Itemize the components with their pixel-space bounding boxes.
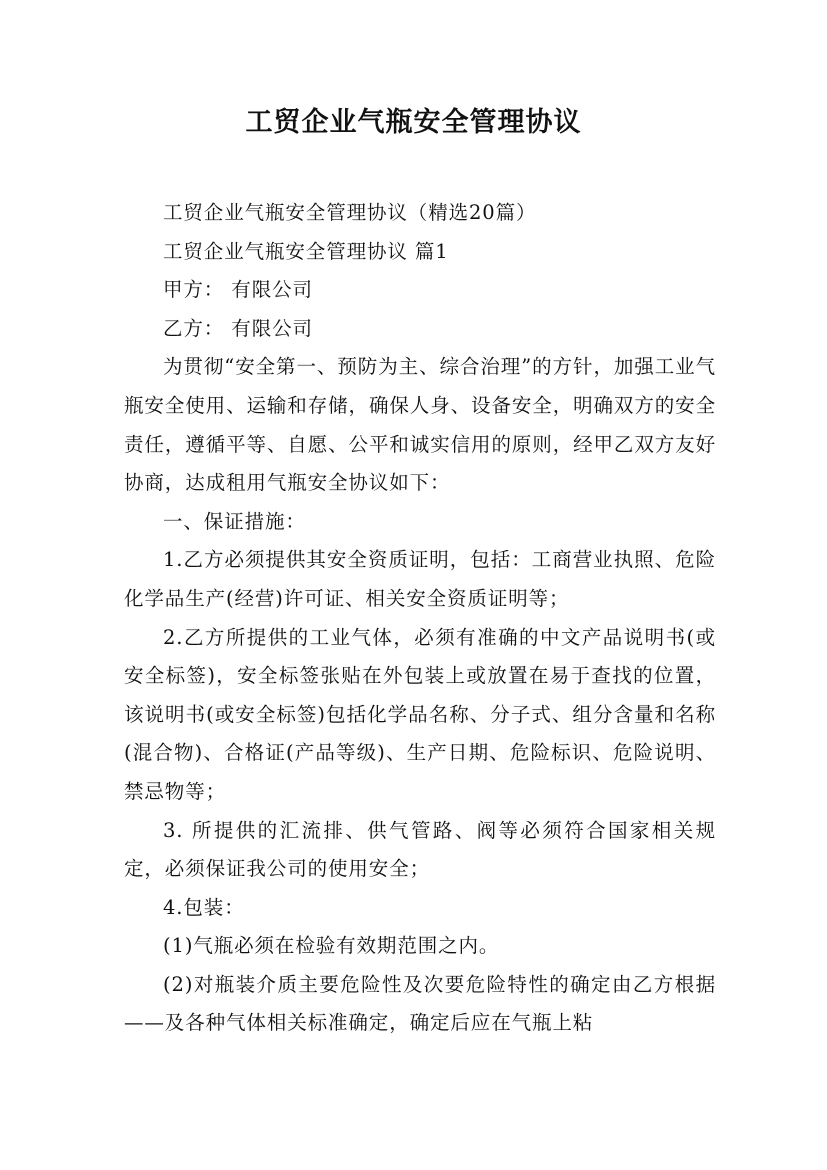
paragraph-item-2: 2.乙方所提供的工业气体，必须有准确的中文产品说明书(或安全标签)，安全标签张贴在外包装上或放置在易于查找的位置，该说明书(或安全标签)包括化学品名称、分子式、组分含量和名称(混合物)、合格证(产品等级)、生产日期、危险标识、危险说明、禁忌物等； (124, 625, 716, 803)
paragraph-section-heading: 工贸企业气瓶安全管理协议 篇1 (163, 239, 449, 263)
paragraph-party-a: 甲方： 有限公司 (163, 278, 313, 302)
paragraph-subtitle: 工贸企业气瓶安全管理协议（精选20篇） (163, 201, 537, 224)
document-title: 工贸企业气瓶安全管理协议 (245, 107, 582, 138)
document-body (124, 194, 716, 1043)
paragraph-item-3: 3. 所提供的汇流排、供气管路、阀等必须符合国家相关规定，必须保证我公司的使用安全； (124, 818, 716, 881)
paragraph-item-4-1: (1)气瓶必须在检验有效期范围之内。 (163, 934, 500, 958)
paragraph-party-b: 乙方： 有限公司 (163, 316, 313, 340)
paragraph-item-4-2: (2)对瓶装介质主要危险性及次要危险特性的确定由乙方根据——及各种气体相关标准确定，确定后应在气瓶上粘 (124, 972, 716, 1035)
paragraph-item-4: 4.包装： (163, 895, 245, 919)
paragraph-item-1: 1.乙方必须提供其安全资质证明，包括：工商营业执照、危险化学品生产(经营)许可证、相关安全资质证明等； (124, 548, 716, 610)
paragraph-heading-measures: 一、保证措施： (163, 509, 306, 533)
paragraph-preamble: 为贯彻“安全第一、预防为主、综合治理”的方针，加强工业气瓶安全使用、运输和存储，确保人身、设备安全，明确双方的安全责任，遵循平等、自愿、公平和诚实信用的原则，经甲乙双方友好协商，达成租用气瓶安全协议如下： (124, 355, 716, 495)
